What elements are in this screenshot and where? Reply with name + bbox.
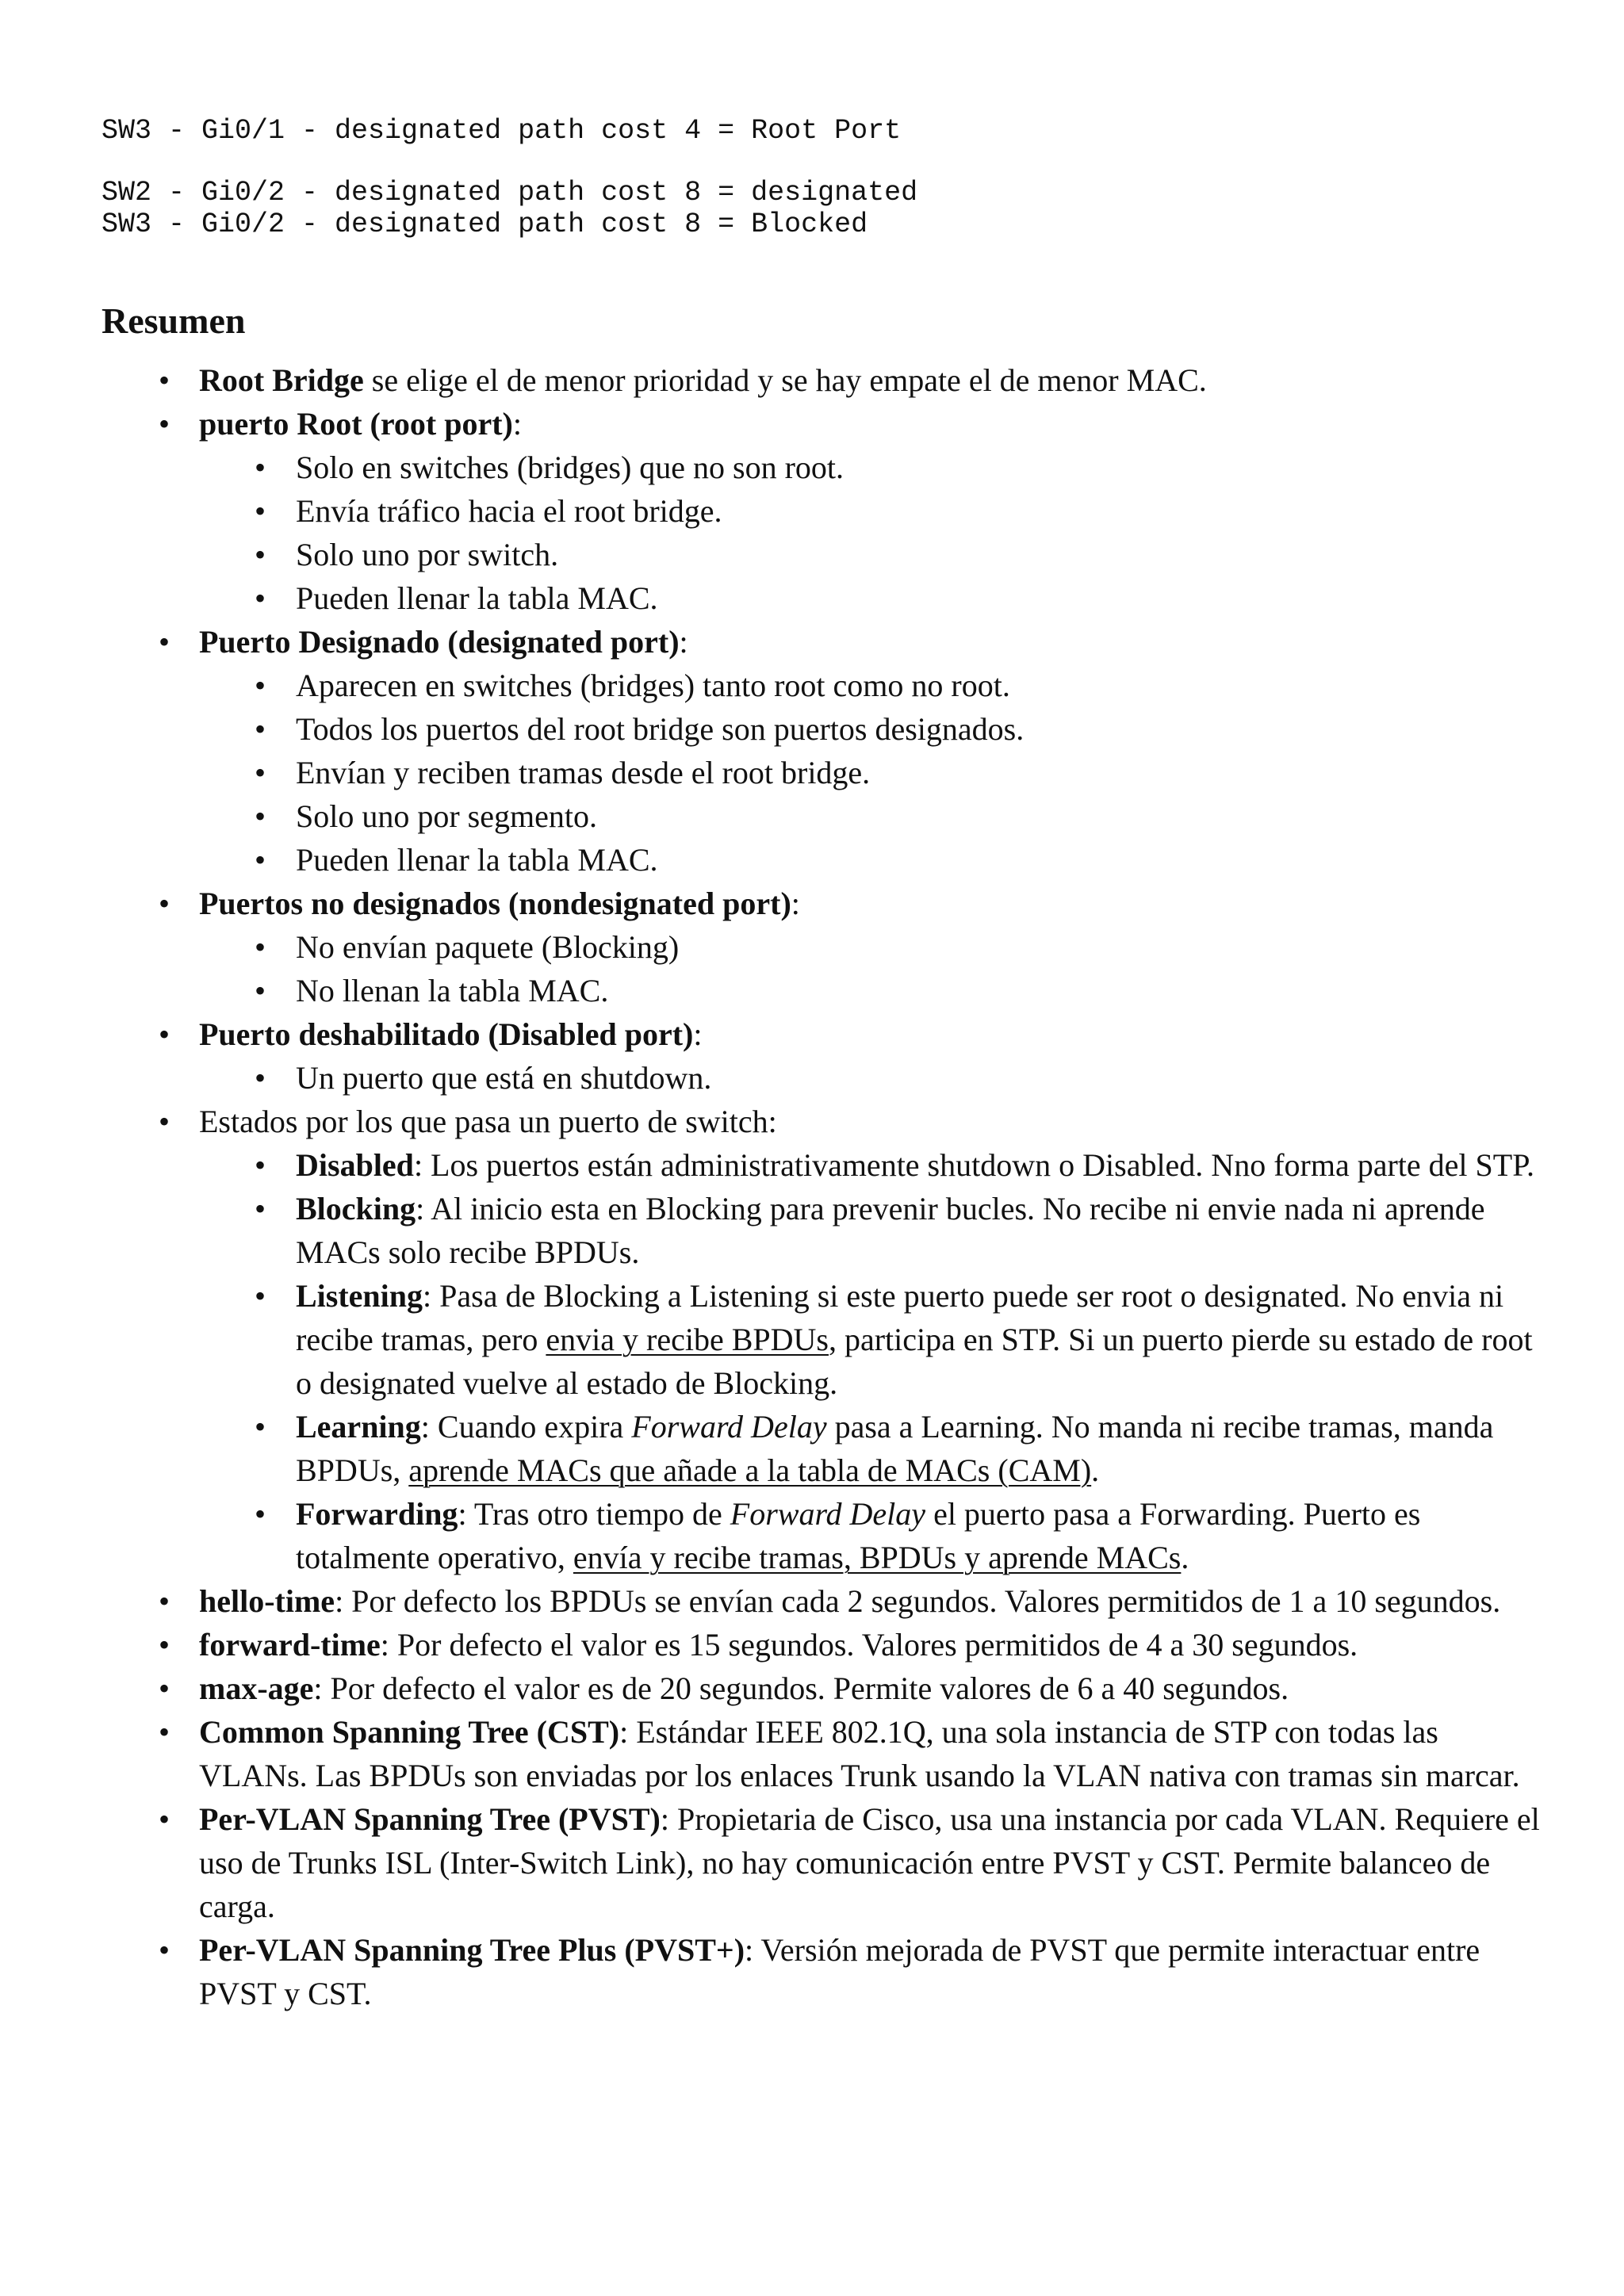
underlined-text: envia y recibe BPDUs [546, 1322, 829, 1357]
term: puerto Root (root port) [199, 406, 513, 442]
italic-text: Forward Delay [631, 1409, 827, 1445]
term: Puerto Designado (designated port) [199, 624, 680, 660]
item-text: . [1091, 1452, 1100, 1488]
sub-item [0, 1056, 1624, 1100]
sub-item [0, 794, 1624, 838]
bullet-icon: • [255, 1060, 266, 1096]
item-text: Pueden llenar la tabla MAC. [296, 842, 658, 878]
list-item-max-age [0, 1667, 1624, 1710]
bullet-icon: • [255, 929, 266, 965]
item-text: No envían paquete (Blocking) [296, 929, 680, 965]
bullet-icon: • [159, 1714, 170, 1750]
item-text: No llenan la tabla MAC. [296, 973, 609, 1008]
sub-item [0, 751, 1624, 794]
bullet-icon: • [159, 1016, 170, 1052]
bullet-icon: • [159, 362, 170, 398]
bullet-icon: • [159, 1670, 170, 1706]
item-text: : Por defecto los BPDUs se envían cada 2 segundos. Valores permitidos de 1 a 10 segundos. [335, 1583, 1501, 1619]
item-text: : Al inicio esta en Blocking para prevenir bucles. No recibe ni envie nada ni aprende MACs solo recibe BPDUs. [296, 1191, 1485, 1270]
underlined-text: envía y recibe tramas, BPDUs y aprende MACs [573, 1540, 1182, 1575]
bullet-icon: • [255, 493, 266, 529]
item-text: : Los puertos están administrativamente shutdown o Disabled. Nno forma parte del STP. [413, 1147, 1535, 1183]
item-text: : Tras otro tiempo de [458, 1496, 730, 1532]
term: Per-VLAN Spanning Tree (PVST) [199, 1801, 661, 1837]
bullet-icon: • [255, 755, 266, 790]
item-text: Pueden llenar la tabla MAC. [296, 580, 658, 616]
item-text: Aparecen en switches (bridges) tanto root como no root. [296, 668, 1010, 703]
term: Disabled [296, 1147, 414, 1183]
list-item-disabled-port [0, 1012, 1624, 1056]
list-item-nondesignated-port [0, 882, 1624, 925]
sub-item [0, 533, 1624, 576]
sub-item [0, 446, 1624, 489]
item-text: , participa en STP. Si un puerto pierde su estado de root o designated vuelve al estado de Blocking. [296, 1322, 1533, 1401]
bullet-icon: • [255, 1496, 266, 1532]
bullet-icon: • [255, 668, 266, 703]
code-line: SW2 - Gi0/2 - designated path cost 8 = designated [102, 177, 918, 209]
item-text: : Versión mejorada de PVST que permite interactuar entre PVST y CST. [199, 1932, 1480, 2011]
bullet-icon: • [159, 1801, 170, 1837]
code-block [102, 115, 917, 240]
term: Learning [296, 1409, 421, 1445]
item-text: : [791, 886, 800, 921]
bullet-icon: • [159, 1583, 170, 1619]
item-text: : Por defecto el valor es 15 segundos. Valores permitidos de 4 a 30 segundos. [380, 1627, 1358, 1663]
item-text: : [512, 406, 522, 442]
item-text: : [679, 624, 688, 660]
sub-item [0, 664, 1624, 707]
bullet-icon: • [255, 537, 266, 572]
bullet-icon: • [159, 406, 170, 442]
bullet-icon: • [159, 1104, 170, 1139]
item-text: el puerto pasa a Forwarding. Puerto es totalmente operativo, [296, 1496, 1421, 1575]
list-item-forward-time [0, 1623, 1624, 1667]
sub-item-state-disabled [0, 1143, 1624, 1187]
bullet-icon: • [255, 1191, 266, 1226]
code-gap [102, 147, 917, 177]
bullet-icon: • [255, 798, 266, 834]
item-text: : [693, 1016, 703, 1052]
item-text: Envían y reciben tramas desde el root bridge. [296, 755, 871, 790]
item-text: Estados por los que pasa un puerto de switch: [199, 1104, 777, 1139]
item-text: Solo uno por switch. [296, 537, 559, 572]
item-text: Envía tráfico hacia el root bridge. [296, 493, 722, 529]
bullet-icon: • [159, 624, 170, 660]
bullet-icon: • [255, 711, 266, 747]
term: hello-time [199, 1583, 335, 1619]
term: Root Bridge [199, 362, 364, 398]
bullet-icon: • [255, 973, 266, 1008]
bullet-icon: • [255, 1278, 266, 1314]
item-text: Solo en switches (bridges) que no son root. [296, 450, 845, 485]
sub-item [0, 969, 1624, 1012]
code-line: SW3 - Gi0/1 - designated path cost 4 = Root Port [102, 115, 902, 147]
item-text: se elige el de menor prioridad y se hay empate el de menor MAC. [363, 362, 1207, 398]
item-text: . [1181, 1540, 1189, 1575]
list-item-designated-port [0, 620, 1624, 664]
bullet-icon: • [255, 450, 266, 485]
list-item-root-bridge [0, 358, 1624, 402]
bullet-icon: • [255, 842, 266, 878]
item-text: : Estándar IEEE 802.1Q, una sola instancia de STP con todas las VLANs. Las BPDUs son enviadas por los enlaces Trunk usando la VLAN nativa con tramas sin marcar. [199, 1714, 1520, 1793]
list-item-root-port [0, 402, 1624, 446]
sub-item [0, 576, 1624, 620]
item-text: Todos los puertos del root bridge son puertos designados. [296, 711, 1025, 747]
list-item-pvst-plus [0, 1928, 1624, 2015]
item-text: pasa a Learning. No manda ni recibe tramas, manda BPDUs, [296, 1409, 1494, 1488]
list-item-states [0, 1100, 1624, 1143]
term: Common Spanning Tree (CST) [199, 1714, 620, 1750]
item-text: Solo uno por segmento. [296, 798, 597, 834]
term: Puertos no designados (nondesignated port) [199, 886, 791, 921]
sub-item [0, 925, 1624, 969]
item-text: Un puerto que está en shutdown. [296, 1060, 712, 1096]
section-heading: Resumen [102, 300, 246, 341]
bullet-icon: • [255, 1147, 266, 1183]
term: Per-VLAN Spanning Tree Plus (PVST+) [199, 1932, 745, 1968]
bullet-icon: • [159, 1932, 170, 1968]
term: max-age [199, 1670, 314, 1706]
item-text: : Propietaria de Cisco, usa una instancia por cada VLAN. Requiere el uso de Trunks ISL (Inter-Switch Link), no hay comunicación entre PVST y CST. Permite balanceo de carga. [199, 1801, 1540, 1924]
term: Blocking [296, 1191, 416, 1226]
bullet-icon: • [255, 1409, 266, 1445]
item-text: : Pasa de Blocking a Listening si este puerto puede ser root o designated. No envia ni recibe tramas, pero [296, 1278, 1504, 1357]
term: Puerto deshabilitado (Disabled port) [199, 1016, 694, 1052]
item-text: : Por defecto el valor es de 20 segundos. Permite valores de 6 a 40 segundos. [313, 1670, 1289, 1706]
underlined-text: aprende MACs que añade a la tabla de MACs (CAM) [408, 1452, 1092, 1488]
list-item-hello-time [0, 1579, 1624, 1623]
italic-text: Forward Delay [730, 1496, 926, 1532]
sub-item [0, 489, 1624, 533]
bullet-icon: • [255, 580, 266, 616]
bullet-icon: • [159, 886, 170, 921]
sub-item [0, 838, 1624, 882]
sub-item-state-learning [0, 1405, 1624, 1492]
sub-item [0, 707, 1624, 751]
sub-item-state-listening [0, 1274, 1624, 1405]
sub-item-state-forwarding [0, 1492, 1624, 1579]
list-item-cst [0, 1710, 1624, 1797]
summary-list [0, 358, 1624, 2015]
sub-item-state-blocking [0, 1187, 1624, 1274]
term: Forwarding [296, 1496, 458, 1532]
term: forward-time [199, 1627, 381, 1663]
code-line: SW3 - Gi0/2 - designated path cost 8 = Blocked [102, 209, 868, 240]
item-text: : Cuando expira [420, 1409, 632, 1445]
list-item-pvst [0, 1797, 1624, 1928]
term: Listening [296, 1278, 423, 1314]
bullet-icon: • [159, 1627, 170, 1663]
